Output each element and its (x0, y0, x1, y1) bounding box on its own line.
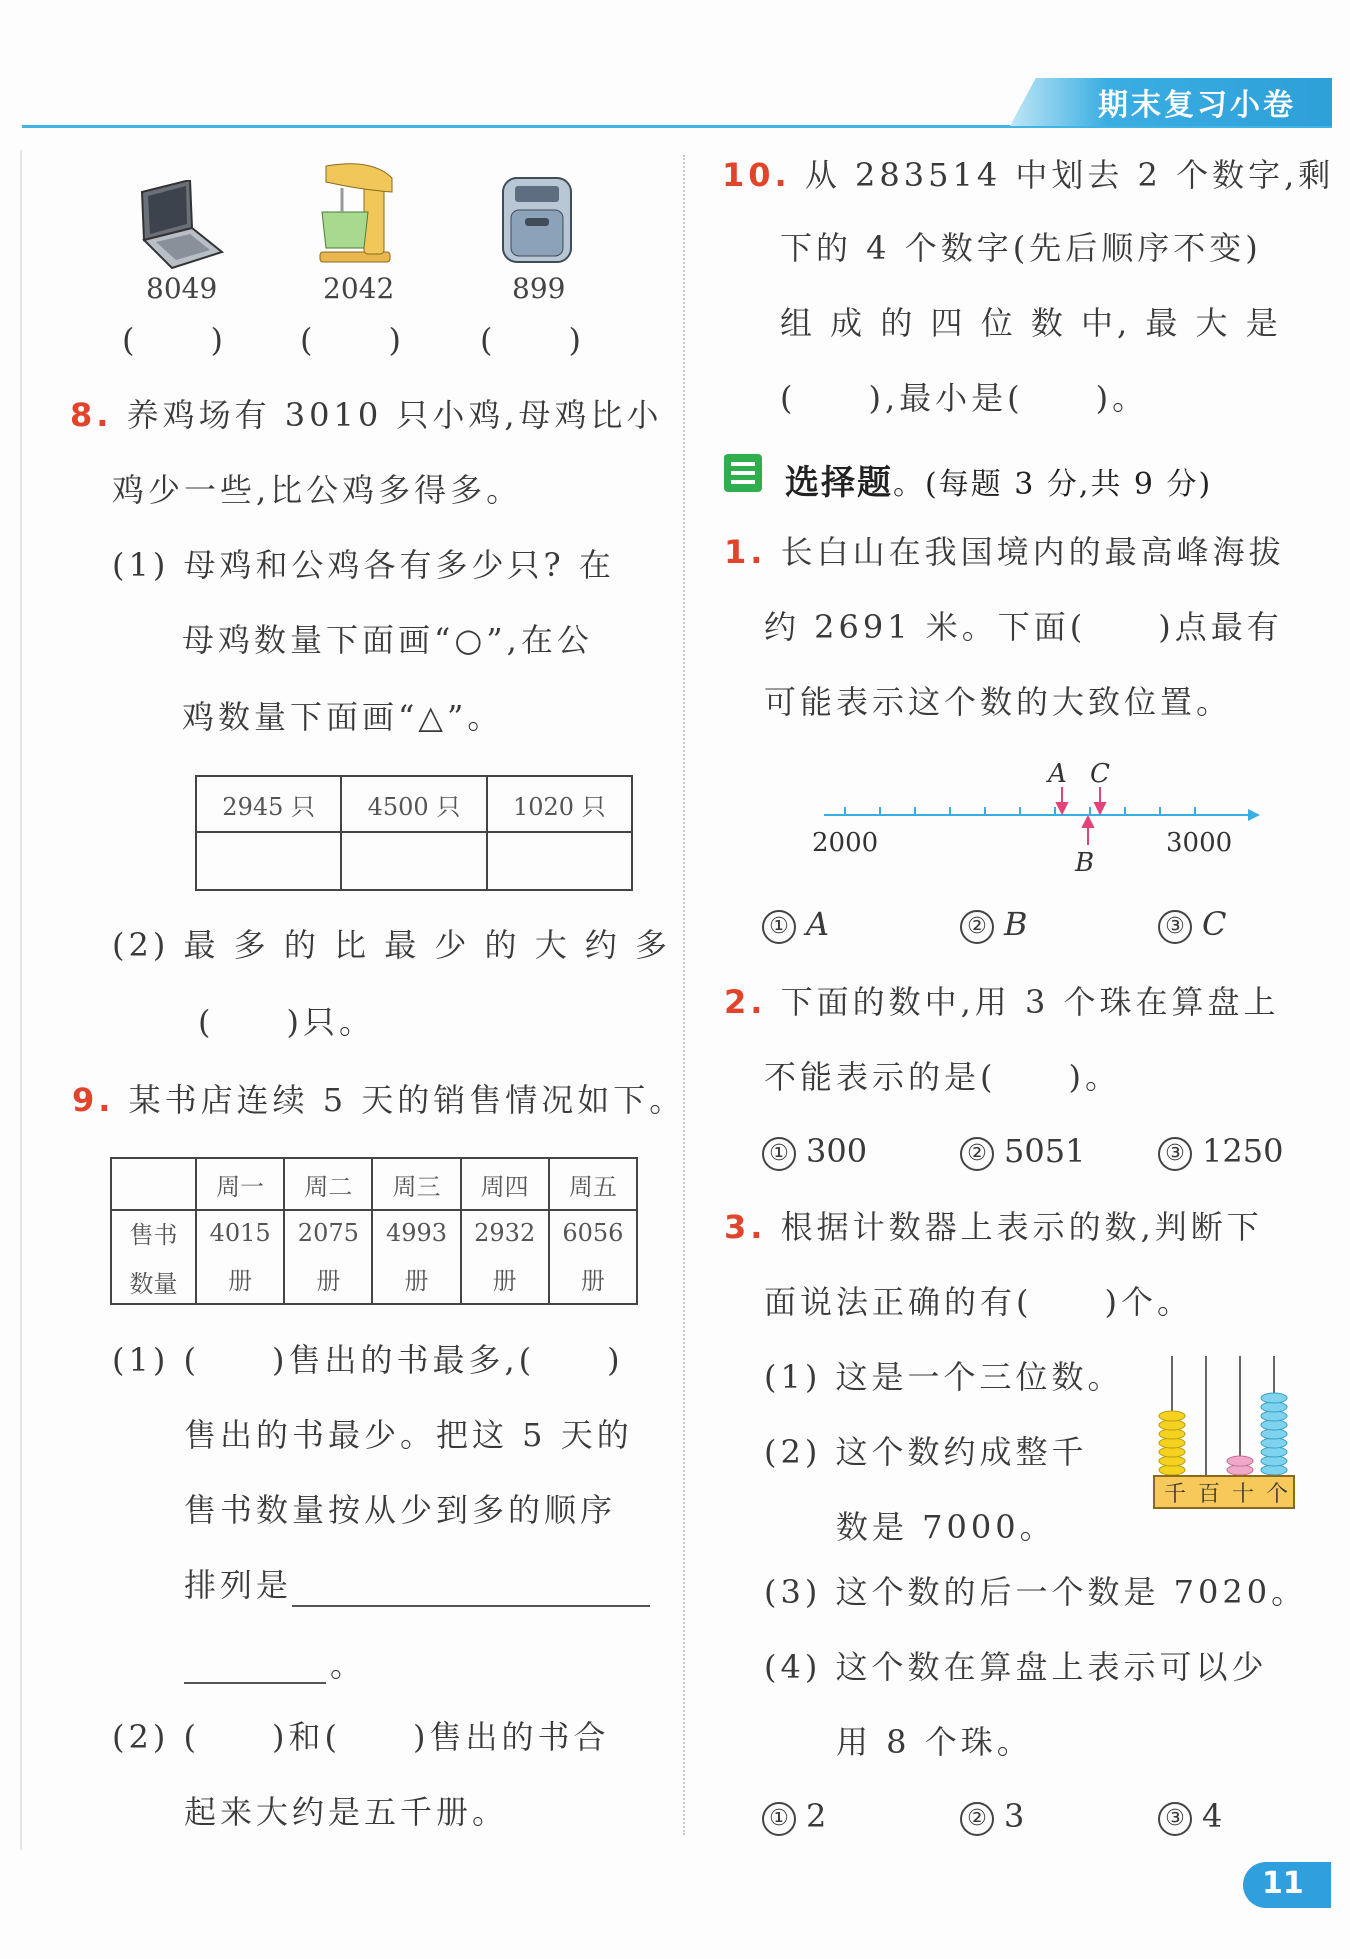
sales-value: 4015 (209, 1218, 271, 1247)
point-b-label: B (1075, 848, 1095, 878)
answer-blank[interactable]: ( ) (480, 321, 585, 359)
option-mark: ② (960, 1137, 994, 1171)
option-text: 2 (806, 1797, 827, 1835)
table-header-cell: 2945 只 (196, 776, 341, 832)
question-number: 1. (724, 533, 767, 571)
sub-question-line: (1) 母鸡和公鸡各有多少只? 在 (112, 546, 615, 584)
question-number: 9. (72, 1081, 115, 1119)
question-line: 下面的数中,用 3 个珠在算盘上 (780, 983, 1280, 1021)
answer-line[interactable] (292, 1605, 650, 1607)
question-line: 组 成 的 四 位 数 中, 最 大 是 (780, 304, 1282, 342)
option-text: C (1202, 905, 1227, 943)
sub-question-line: (1) ( )售出的书最多,( ) (112, 1341, 624, 1379)
option-3[interactable] (1158, 1797, 1222, 1836)
sub-question-line: 排列是 (184, 1566, 293, 1604)
sub-question-line: (2) 最 多 的 比 最 少 的 大 约 多 (112, 926, 672, 964)
question-line: 不能表示的是( )。 (764, 1058, 1121, 1096)
answer-line[interactable] (184, 1682, 326, 1684)
unit: 册 (228, 1266, 253, 1295)
option-text: A (806, 905, 830, 943)
table-header-cell: 周一 (196, 1158, 284, 1210)
question-line: ( ),最小是( )。 (780, 379, 1149, 417)
option-c[interactable] (1158, 905, 1226, 944)
point-a-label: A (1048, 759, 1067, 789)
table-cell (549, 1210, 637, 1304)
table-header-cell: 1020 只 (487, 776, 632, 832)
statement-4-continued: 用 8 个珠。 (836, 1723, 1033, 1761)
sales-value: 6056 (562, 1218, 624, 1247)
sub-question-line: ( )只。 (198, 1003, 375, 1041)
sub-question-line: 鸡数量下面画“△”。 (182, 698, 504, 736)
sales-value: 2075 (297, 1218, 359, 1247)
axis-start-label: 2000 (812, 828, 879, 858)
option-mark: ① (762, 910, 796, 944)
option-1[interactable] (762, 1132, 867, 1171)
statement-4: (4) 这个数在算盘上表示可以少 (764, 1648, 1268, 1686)
abacus-counter (1150, 1352, 1302, 1512)
question-9-text (72, 1080, 685, 1120)
unit: 册 (404, 1266, 429, 1295)
section-title (785, 455, 1212, 504)
statement-2: (2) 这个数约成整千 (764, 1433, 1088, 1471)
number-line (800, 745, 1260, 880)
question-line: 长白山在我国境内的最高峰海拔 (780, 533, 1285, 571)
question-line: 根据计数器上表示的数,判断下 (780, 1208, 1263, 1246)
sub-question-line: (2) ( )和( )售出的书合 (112, 1718, 610, 1756)
option-text: 5051 (1004, 1132, 1086, 1170)
sales-value: 2932 (474, 1218, 536, 1247)
chicken-table (195, 775, 633, 891)
table-header-cell: 周三 (372, 1158, 460, 1210)
table-cell (196, 1210, 284, 1304)
mixer-icon (312, 160, 397, 265)
header-title: 期末复习小卷 (1098, 88, 1296, 123)
punctuation: 。 (330, 1646, 367, 1684)
unit: 册 (492, 1266, 517, 1295)
sub-question-line: 售书数量按从少到多的顺序 (184, 1491, 617, 1529)
question-line: 可能表示这个数的大致位置。 (764, 683, 1233, 721)
answer-cell[interactable] (487, 832, 632, 890)
axis-end-label: 3000 (1166, 828, 1233, 858)
table-header-cell: 周四 (461, 1158, 549, 1210)
option-3[interactable] (1158, 1132, 1283, 1171)
answer-blank[interactable]: ( ) (300, 321, 405, 359)
question-line: 下的 4 个数字(先后顺序不变) (780, 229, 1262, 267)
question-line: 从 283514 中划去 2 个数字,剩 (804, 156, 1335, 194)
answer-cell[interactable] (341, 832, 486, 890)
answer-cell[interactable] (196, 832, 341, 890)
section-note: 。(每题 3 分,共 9 分) (893, 467, 1213, 502)
air-fryer-icon (497, 170, 577, 265)
mixer-price: 2042 (323, 272, 395, 305)
option-text: 1250 (1202, 1132, 1284, 1170)
unit: 册 (580, 1266, 605, 1295)
sub-question-line: 售出的书最少。把这 5 天的 (184, 1416, 633, 1454)
question-line: 面说法正确的有( )个。 (764, 1283, 1193, 1321)
page-edge (20, 150, 22, 1850)
abacus-label-tens: 十 (1232, 1482, 1255, 1507)
table-header-cell: 周二 (284, 1158, 372, 1210)
question-8-text (70, 395, 663, 435)
table-cell (461, 1210, 549, 1304)
statement-2-continued: 数是 7000。 (836, 1508, 1056, 1546)
abacus-label-ones: 个 (1266, 1482, 1289, 1507)
page-number: 11 (1262, 1866, 1304, 1901)
column-divider (683, 155, 685, 1835)
table-cell (372, 1210, 460, 1304)
option-mark: ③ (1158, 910, 1192, 944)
choice-2-text (724, 982, 1279, 1022)
statement-3: (3) 这个数的后一个数是 7020。 (764, 1573, 1308, 1611)
question-line: 养鸡场有 3010 只小鸡,母鸡比小 (126, 396, 663, 434)
option-2[interactable] (960, 1132, 1085, 1171)
option-a[interactable] (762, 905, 829, 944)
option-2[interactable] (960, 1797, 1024, 1836)
row-label-cell (111, 1210, 196, 1304)
question-line: 某书店连续 5 天的销售情况如下。 (128, 1081, 686, 1119)
option-mark: ③ (1158, 1802, 1192, 1836)
option-mark: ③ (1158, 1137, 1192, 1171)
option-text: 4 (1202, 1797, 1223, 1835)
abacus-label-thousands: 千 (1164, 1482, 1187, 1507)
choice-1-text (724, 532, 1285, 572)
row-label: 数量 (129, 1270, 178, 1298)
table-corner-cell (111, 1158, 196, 1210)
option-text: 300 (806, 1132, 868, 1170)
fryer-price: 899 (512, 272, 566, 305)
option-mark: ① (762, 1137, 796, 1171)
question-line: 鸡少一些,比公鸡多得多。 (112, 471, 523, 509)
point-c-label: C (1090, 759, 1110, 789)
section-title-text: 选择题 (785, 463, 893, 503)
section-three-icon (724, 454, 762, 492)
sub-question-line: 起来大约是五千册。 (184, 1793, 509, 1831)
option-1[interactable] (762, 1797, 826, 1836)
table-header-cell: 周五 (549, 1158, 637, 1210)
statement-1: (1) 这是一个三位数。 (764, 1358, 1124, 1396)
question-line: 约 2691 米。下面( )点最有 (764, 608, 1283, 646)
answer-blank[interactable]: ( ) (122, 321, 227, 359)
option-text: B (1004, 905, 1028, 943)
table-cell (284, 1210, 372, 1304)
choice-3-text (724, 1207, 1263, 1247)
option-mark: ① (762, 1802, 796, 1836)
question-number: 2. (724, 983, 767, 1021)
option-b[interactable] (960, 905, 1028, 944)
abacus-label-hundreds: 百 (1198, 1482, 1221, 1507)
sales-value: 4993 (385, 1218, 448, 1247)
laptop-price: 8049 (146, 272, 218, 305)
question-number: 8. (70, 396, 113, 434)
table-header-cell: 4500 只 (341, 776, 486, 832)
sub-question-line: 母鸡数量下面画“○”,在公 (182, 621, 593, 659)
row-label: 售书 (129, 1221, 178, 1249)
option-text: 3 (1004, 1797, 1025, 1835)
sales-table (110, 1157, 638, 1305)
question-10-text (722, 155, 1334, 195)
option-mark: ② (960, 910, 994, 944)
question-number: 10. (722, 156, 791, 194)
laptop-icon (130, 180, 225, 275)
unit: 册 (316, 1266, 341, 1295)
question-number: 3. (724, 1208, 767, 1246)
option-mark: ② (960, 1802, 994, 1836)
